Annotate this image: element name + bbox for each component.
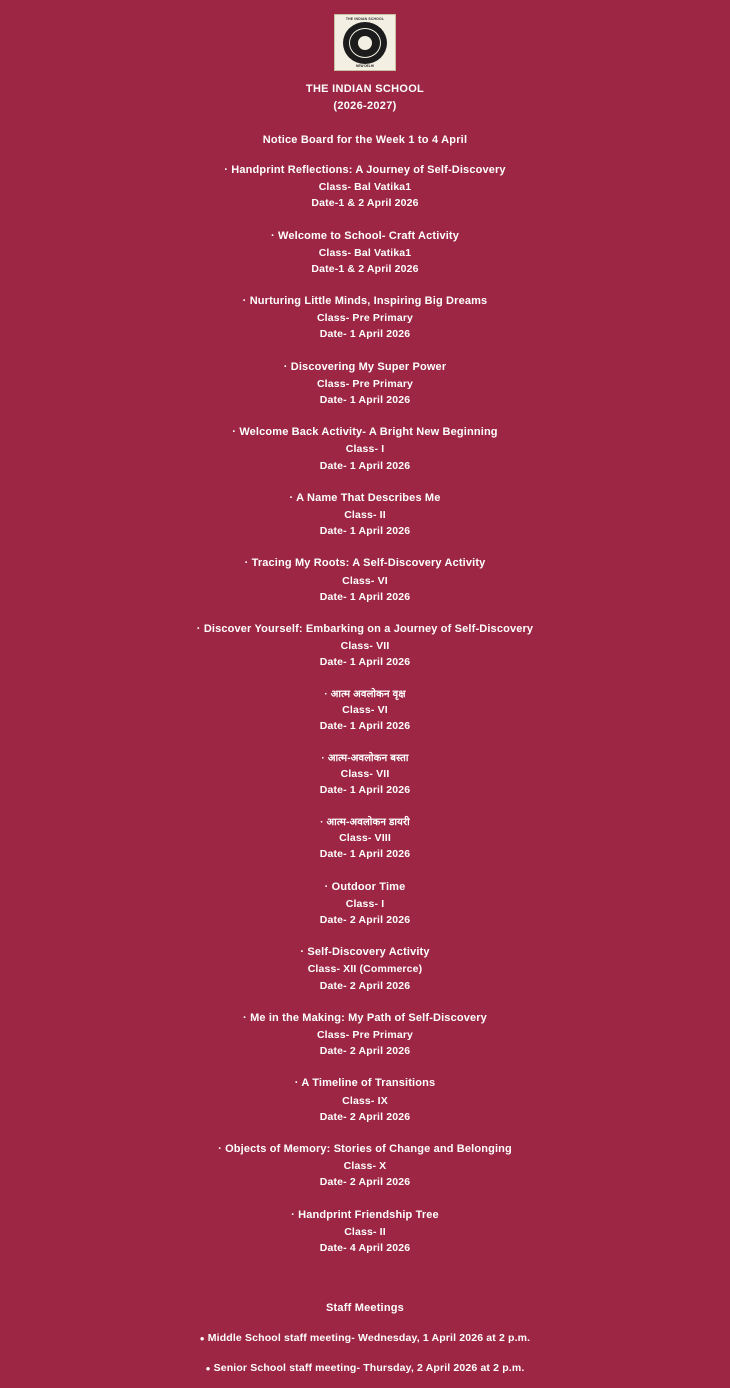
entry-class: Class- II	[344, 508, 386, 521]
entry-date: Date-1 & 2 April 2026	[311, 197, 419, 210]
bullet-icon: ●	[199, 1333, 205, 1343]
entry-title: · Welcome to School- Craft Activity	[271, 229, 459, 242]
entry-date: Date- 2 April 2026	[319, 1110, 411, 1123]
entry-title: · Outdoor Time	[324, 880, 406, 893]
staff-meeting-text: Middle School staff meeting- Wednesday, 1 April 2026 at 2 p.m.	[207, 1332, 531, 1345]
entry-title: · Objects of Memory: Stories of Change and Belonging	[218, 1143, 512, 1156]
entry-title: · Tracing My Roots: A Self-Discovery Activity	[244, 557, 486, 570]
entry-date: Date- 1 April 2026	[319, 328, 411, 341]
logo-emblem-icon	[343, 22, 387, 64]
list-item	[0, 555, 730, 605]
list-item	[0, 228, 730, 278]
entry-title: · Self-Discovery Activity	[300, 946, 430, 959]
entry-class: Class- XII (Commerce)	[307, 963, 423, 976]
entry-class: Class- Pre Primary	[316, 377, 414, 390]
entry-date: Date- 1 April 2026	[319, 590, 411, 603]
entry-class: Class- IX	[342, 1094, 388, 1107]
list-item	[0, 944, 730, 994]
list-item	[0, 815, 730, 863]
list-item	[0, 751, 730, 799]
entry-title: · Handprint Friendship Tree	[291, 1208, 439, 1221]
entry-date: Date- 1 April 2026	[319, 394, 411, 407]
logo-frame	[334, 14, 396, 71]
logo-top-text: THE INDIAN SCHOOL	[345, 17, 385, 21]
entry-date: Date- 1 April 2026	[319, 525, 411, 538]
list-item	[0, 687, 730, 735]
page-bottom-spacer	[0, 1374, 730, 1388]
school-name: THE INDIAN SCHOOL	[305, 83, 425, 95]
list-item	[0, 1075, 730, 1125]
entry-title: · A Name That Describes Me	[289, 491, 441, 504]
list-item	[0, 1010, 730, 1060]
entry-title: · आत्म अवलोकन वृक्ष	[324, 688, 406, 700]
entry-class: Class- Pre Primary	[316, 1028, 414, 1041]
bullet-icon: ●	[205, 1363, 211, 1373]
entry-class: Class- Bal Vatika1	[318, 246, 412, 259]
list-item	[0, 359, 730, 409]
entry-date: Date-1 & 2 April 2026	[311, 262, 419, 275]
entry-title: · Me in the Making: My Path of Self-Discovery	[243, 1011, 487, 1024]
entry-date: Date- 1 April 2026	[319, 848, 411, 861]
entry-title: · Discover Yourself: Embarking on a Journey of Self-Discovery	[196, 623, 534, 636]
list-item	[0, 1141, 730, 1191]
list-item	[0, 1207, 730, 1257]
entry-date: Date- 4 April 2026	[319, 1241, 411, 1254]
entry-title: · Discovering My Super Power	[283, 360, 447, 373]
entry-date: Date- 2 April 2026	[319, 979, 411, 992]
list-item	[0, 424, 730, 474]
list-item	[0, 879, 730, 929]
notice-entry-list	[0, 162, 730, 1256]
entry-date: Date- 2 April 2026	[319, 914, 411, 927]
entry-class: Class- II	[344, 1225, 386, 1238]
entry-class: Class- Pre Primary	[316, 312, 414, 325]
entry-title: · A Timeline of Transitions	[294, 1077, 436, 1090]
entry-title: · आत्म-अवलोकन बस्ता	[321, 752, 409, 764]
list-item	[0, 162, 730, 212]
staff-meeting-text: Senior School staff meeting- Thursday, 2 April 2026 at 2 p.m.	[213, 1362, 525, 1375]
entry-title: · Handprint Reflections: A Journey of Self-Discovery	[224, 164, 506, 176]
school-logo	[0, 14, 730, 71]
entry-class: Class- VII	[340, 640, 390, 653]
entry-class: Class- Bal Vatika1	[318, 181, 412, 194]
list-item	[0, 293, 730, 343]
list-item	[0, 1332, 730, 1344]
page-title: Notice Board for the Week 1 to 4 April	[262, 134, 468, 146]
entry-date: Date- 2 April 2026	[319, 1176, 411, 1189]
logo-bottom-text: NEW DELHI	[356, 64, 374, 68]
entry-class: Class- VI	[342, 574, 388, 587]
entry-title: · Nurturing Little Minds, Inspiring Big Dreams	[242, 295, 488, 308]
entry-date: Date- 1 April 2026	[319, 720, 411, 733]
logo-core	[358, 36, 372, 50]
list-item	[0, 621, 730, 671]
entry-date: Date- 1 April 2026	[319, 784, 411, 797]
entry-title: · आत्म-अवलोकन डायरी	[320, 816, 410, 828]
list-item	[0, 490, 730, 540]
school-session: (2026-2027)	[333, 99, 397, 112]
entry-class: Class- I	[345, 897, 385, 910]
entry-date: Date- 2 April 2026	[319, 1045, 411, 1058]
list-item	[0, 1362, 730, 1374]
entry-date: Date- 1 April 2026	[319, 656, 411, 669]
staff-meetings-heading: Staff Meetings	[326, 1302, 404, 1315]
entry-class: Class- I	[345, 443, 385, 456]
entry-class: Class- VI	[342, 704, 388, 717]
entry-date: Date- 1 April 2026	[319, 459, 411, 472]
entry-class: Class- X	[343, 1160, 387, 1173]
entry-class: Class- VII	[340, 768, 390, 781]
entry-title: · Welcome Back Activity- A Bright New Beginning	[232, 426, 498, 439]
entry-class: Class- VIII	[339, 832, 391, 845]
